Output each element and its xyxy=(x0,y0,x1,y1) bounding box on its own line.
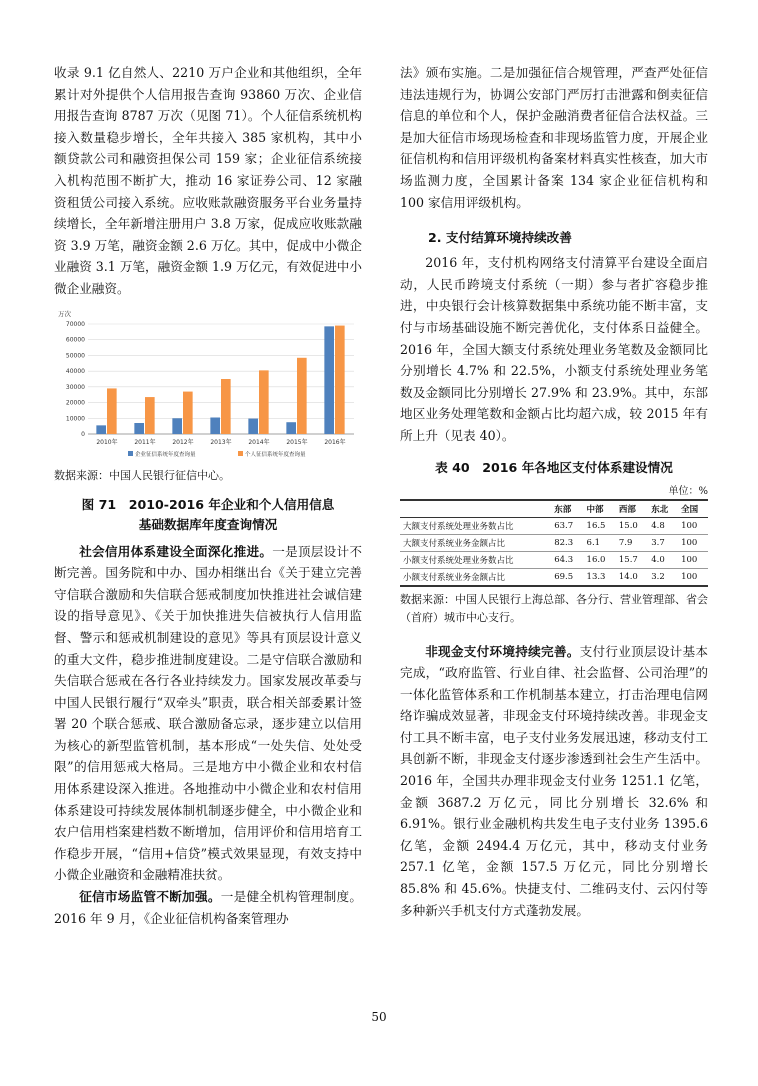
paragraph: 社会信用体系建设全面深化推进。一是顶层设计不断完善。国务院和中办、国办相继出台《关于建立完善守信联合激励和失信联合惩戒制度加快推进社会诚信建设的指导意见》、《关于加快推进失信被执行人信用监督、警示和惩戒机制建设的意见》等具有顶层设计意义的重大文件，稳步推进制度建设。二是守信联合激励和失信联合惩戒在各行各业持续发力。国家发展改革委与中国人民银行履行“双牵头”职责，联合相关部委累计签署 20 个联合惩戒、联合激励备忘录，逐步建立以信用为核心的新型监管机制，基本形成“一处失信、处处受限”的信用惩戒大格局。三是地方中小微企业和农村信用体系建设深入推进。各地推动中小微企业和农村信用体系建设可持续发展体制机制逐步健全，中小微企业和农户信用档案建档数不断增加，信用评价和信用培育工作稳步开展，“信用+信贷”模式效果显现，有效支持中小微企业融资和金融精准扶贫。 xyxy=(54,543,363,883)
paragraph-heading: 征信市场监管不断加强。 xyxy=(79,889,221,905)
bar-enterprise xyxy=(96,425,106,434)
cell: 16.0 xyxy=(584,551,616,568)
y-tick-label: 30000 xyxy=(65,383,85,391)
paragraph: 法》颁布实施。二是加强征信合规管理，严查严处征信违法违规行为，协调公安部门严厉打击泄露和倒卖征信信息的单位和个人，保护金融消费者征信合法权益。三是加大征信市场现场检查和非现场监管力度，开展企业征信机构和信用评级机构备案材料真实性核查，加大市场监测力度，全国累计备案 134 家企业征信机构和 100 家信用评级机构。 xyxy=(400,65,708,210)
cell: 14.0 xyxy=(616,568,648,586)
y-tick-label: 60000 xyxy=(65,336,85,344)
x-tick-label: 2011年 xyxy=(134,438,156,446)
bar-individual xyxy=(297,357,307,433)
bar-individual xyxy=(145,397,155,434)
table-header-row xyxy=(400,500,708,518)
paragraph: 收录 9.1 亿自然人、2210 万户企业和其他组织，全年累计对外提供个人信用报告查询 93860 万次、企业信用报告查询 8787 万次（见图 71）。个人征信系统机构接入数量稳步增长，全年共接入 385 家机构，其中小额贷款公司和融资担保公司 159 家；企业征信系统接入机构范围不断扩大，推动 16 家证券公司、12 家融资租赁公司接入系统。应收账款融资服务平台业务量持续增长，全年新增注册用户 3.8 万家，促成应收账款融资 3.9 万笔，融资金额 2.6 万亿。其中，促成中小微企业融资 3.1 万笔，融资金额 1.9 万亿元，有效促进中小微企业融资。 xyxy=(54,65,362,296)
bar-individual xyxy=(221,379,231,434)
cell: 4.8 xyxy=(648,517,678,534)
column-header: 全国 xyxy=(678,500,708,518)
legend-swatch xyxy=(238,451,243,456)
cell: 64.3 xyxy=(551,551,583,568)
bar-individual xyxy=(183,391,193,433)
row-label: 大额支付系统业务金额占比 xyxy=(400,534,551,551)
cell: 100 xyxy=(678,551,708,568)
figure-caption: 图 71 2010-2016 年企业和个人信用信息 基础数据库年度查询情况 xyxy=(81,496,335,532)
x-tick-label: 2015年 xyxy=(286,438,308,446)
y-tick-label: 10000 xyxy=(65,414,85,422)
y-tick-label: 20000 xyxy=(65,399,85,407)
cell: 3.7 xyxy=(648,534,678,551)
paragraph: 非现金支付环境持续完善。支付行业顶层设计基本完成，“政府监管、行业自律、社会监督、公司治理”的一体化监管体系和工作机制基本建立，打击治理电信网络诈骗成效显著，非现金支付环境持续改善。非现金支付工具不断丰富，电子支付业务发展迅速，移动支付工具创新不断，非现金支付逐步渗透到社会生产生活中。2016 年，全国共办理非现金支付业务 1251.1 亿笔，金额 3687.2 万亿元，同比分别增长 32.6% 和 6.91%。银行业金融机构共发生电子支付业务 1395.6 亿笔，金额 2494.4 万亿元，其中，移动支付业务 257.1 亿笔，金额 157.5 万亿元，同比分别增长 85.8% 和 45.6%。快捷支付、二维码支付、云闪付等多种新兴手机支付方式蓬勃发展。 xyxy=(400,643,709,918)
bar-enterprise xyxy=(172,418,182,434)
table-row xyxy=(400,517,708,534)
table-caption: 表 40 2016 年各地区支付体系建设情况 xyxy=(435,459,673,475)
bar-enterprise xyxy=(286,422,296,434)
x-tick-label: 2012年 xyxy=(172,438,194,446)
bar-individual xyxy=(335,325,345,433)
column-header: 西部 xyxy=(616,500,648,518)
cell: 82.3 xyxy=(551,534,583,551)
cell: 16.5 xyxy=(584,517,616,534)
y-tick-label: 70000 xyxy=(65,320,85,328)
table-row xyxy=(400,551,708,568)
bar-enterprise xyxy=(134,423,144,434)
column-header: 东北 xyxy=(648,500,678,518)
table-unit: 单位：% xyxy=(668,485,708,497)
bar-enterprise xyxy=(324,326,334,434)
bar-individual xyxy=(107,388,117,434)
bar-enterprise xyxy=(248,418,258,433)
row-label: 大额支付系统处理业务数占比 xyxy=(400,517,551,534)
cell: 100 xyxy=(678,534,708,551)
table-row xyxy=(400,568,708,586)
section-heading: 2. 支付结算环境持续改善 xyxy=(428,230,572,246)
bar-individual xyxy=(259,370,269,434)
legend-swatch xyxy=(128,451,133,456)
left-column xyxy=(54,62,362,929)
cell: 7.9 xyxy=(616,534,648,551)
bar-chart xyxy=(54,306,362,461)
cell: 69.5 xyxy=(551,568,583,586)
cell: 15.0 xyxy=(616,517,648,534)
cell: 3.2 xyxy=(648,568,678,586)
cell: 100 xyxy=(678,568,708,586)
x-tick-label: 2010年 xyxy=(96,438,118,446)
cell: 13.3 xyxy=(584,568,616,586)
cell: 6.1 xyxy=(584,534,616,551)
legend-label: 企业征信系统年度查询量 xyxy=(135,451,196,458)
cell: 4.0 xyxy=(648,551,678,568)
page-number: 50 xyxy=(371,1010,387,1024)
legend-label: 个人征信系统年度查询量 xyxy=(245,451,306,458)
table-source: 数据来源：中国人民银行上海总部、各分行、营业管理部、省会（首府）城市中心支行。 xyxy=(400,592,708,624)
paragraph: 征信市场监管不断加强。一是健全机构管理制度。2016 年 9 月，《企业征信机构备案管理办 xyxy=(54,889,363,926)
y-axis-unit: 万次 xyxy=(58,309,71,318)
row-label: 小额支付系统处理业务数占比 xyxy=(400,551,551,568)
table-row xyxy=(400,534,708,551)
x-tick-label: 2014年 xyxy=(248,438,270,446)
y-tick-label: 0 xyxy=(81,430,85,438)
cell: 100 xyxy=(678,517,708,534)
y-tick-label: 40000 xyxy=(65,367,85,375)
paragraph-heading: 非现金支付环境持续完善。 xyxy=(425,643,580,659)
payment-table xyxy=(400,499,708,587)
column-header: 中部 xyxy=(584,500,616,518)
x-tick-label: 2016年 xyxy=(324,438,346,446)
data-source: 数据来源：中国人民银行征信中心。 xyxy=(54,468,230,482)
paragraph-heading: 社会信用体系建设全面深化推进。 xyxy=(79,543,273,559)
cell: 15.7 xyxy=(616,551,648,568)
paragraph: 2016 年，支付机构网络支付清算平台建设全面启动，人民币跨境支付系统（一期）参与者扩容稳步推进，中央银行会计核算数据集中系统功能不断丰富，支付与市场基础设施不断完善优化，支付体系日益健全。2016 年，全国大额支付系统处理业务笔数及金额同比分别增长 4.7% 和 22.5%，小额支付系统处理业务笔数及金额同比分别增长 27.9% 和 23.9%。其中，东部地区业务处理笔数和金额占比均超六成，较 2015 年有所上升（见表 40）。 xyxy=(400,255,708,443)
x-tick-label: 2013年 xyxy=(210,438,232,446)
bar-enterprise xyxy=(210,417,220,434)
right-column xyxy=(400,62,708,921)
row-label: 小额支付系统业务金额占比 xyxy=(400,568,551,586)
cell: 63.7 xyxy=(551,517,583,534)
column-header: 东部 xyxy=(551,500,583,518)
column-header xyxy=(400,500,551,518)
y-tick-label: 50000 xyxy=(65,351,85,359)
